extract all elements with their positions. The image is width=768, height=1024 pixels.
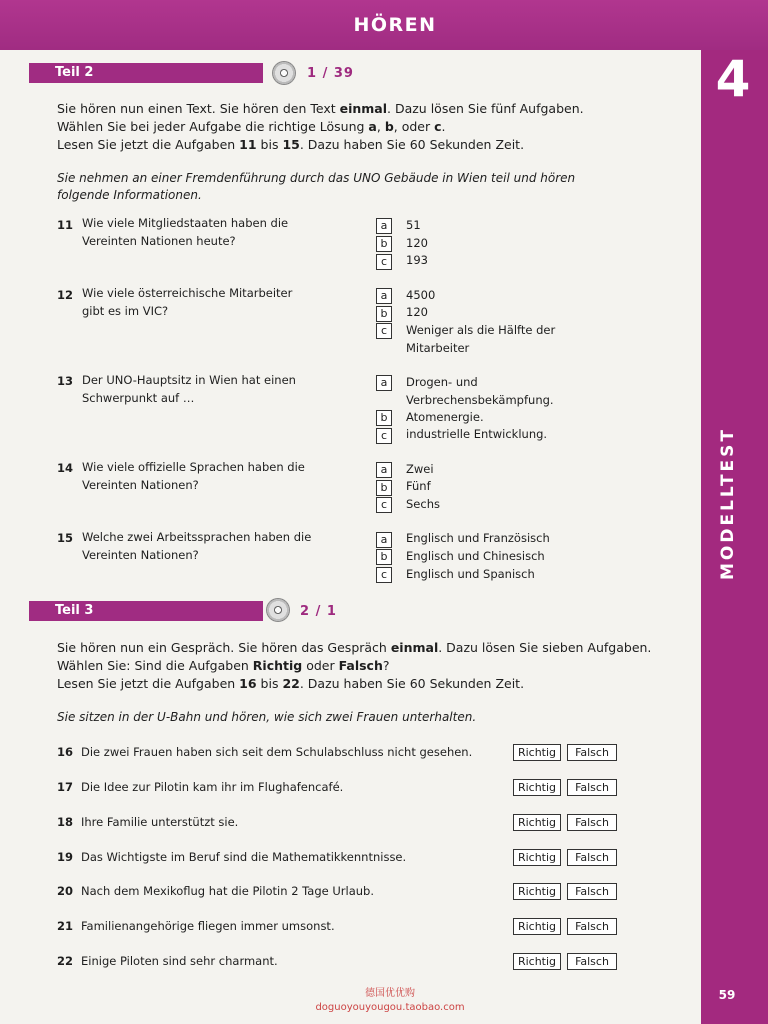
richtig-checkbox[interactable]: Richtig bbox=[513, 883, 561, 900]
teil3-instructions bbox=[57, 639, 657, 693]
option-text: Drogen- und Verbrechensbekämpfung. bbox=[406, 375, 554, 407]
falsch-checkbox[interactable]: Falsch bbox=[567, 744, 617, 761]
instruction-line: Sie hören nun einen Text. Sie hören den Text einmal. Dazu lösen Sie fünf Aufgaben. bbox=[57, 101, 584, 116]
question-text: Der UNO-Hauptsitz in Wien hat einen Schwerpunkt auf … bbox=[82, 373, 296, 405]
option-text: industrielle Entwicklung. bbox=[406, 427, 548, 441]
option-text: Englisch und Spanisch bbox=[406, 567, 535, 581]
sidebar-label: MODELLTEST bbox=[718, 427, 738, 580]
question-number: 13 bbox=[57, 374, 74, 388]
option-text: Zwei bbox=[406, 462, 434, 476]
footer-shop-url: doguoyouyougou.taobao.com bbox=[315, 1002, 465, 1013]
question-number: 14 bbox=[57, 461, 74, 475]
richtig-checkbox[interactable]: Richtig bbox=[513, 953, 561, 970]
option-text: 51 bbox=[406, 218, 421, 232]
statement-text: Ihre Familie unterstützt sie. bbox=[81, 815, 239, 829]
falsch-checkbox[interactable]: Falsch bbox=[567, 849, 617, 866]
question-text: Wie viele offizielle Sprachen haben die Vereinten Nationen? bbox=[82, 460, 305, 492]
question-text: Wie viele Mitgliedstaaten haben die Vereinten Nationen heute? bbox=[82, 216, 289, 248]
statement-number: 18 bbox=[57, 815, 74, 829]
option-text: Weniger als die Hälfte der Mitarbeiter bbox=[406, 323, 556, 355]
cd-icon bbox=[272, 61, 296, 85]
option-checkbox[interactable]: c bbox=[376, 497, 392, 513]
page-number: 59 bbox=[718, 988, 736, 1002]
richtig-checkbox[interactable]: Richtig bbox=[513, 849, 561, 866]
option-checkbox[interactable]: b bbox=[376, 236, 392, 252]
instruction-line: Lesen Sie jetzt die Aufgaben 16 bis 22. Dazu haben Sie 60 Sekunden Zeit. bbox=[57, 676, 525, 691]
option-checkbox[interactable]: a bbox=[376, 288, 392, 304]
richtig-checkbox[interactable]: Richtig bbox=[513, 918, 561, 935]
instruction-line: Lesen Sie jetzt die Aufgaben 11 bis 15. Dazu haben Sie 60 Sekunden Zeit. bbox=[57, 137, 525, 152]
option-text: Fünf bbox=[406, 479, 431, 493]
option-text: Atomenergie. bbox=[406, 410, 484, 424]
question-number: 15 bbox=[57, 531, 74, 545]
statement-number: 16 bbox=[57, 745, 74, 759]
option-text: 193 bbox=[406, 253, 428, 267]
statement-text: Einige Piloten sind sehr charmant. bbox=[81, 954, 278, 968]
statement-number: 20 bbox=[57, 884, 74, 898]
option-checkbox[interactable]: a bbox=[376, 462, 392, 478]
footer-shop-name: 德国优优购 bbox=[365, 988, 415, 999]
option-checkbox[interactable]: c bbox=[376, 323, 392, 339]
teil2-title: Teil 2 bbox=[55, 65, 94, 80]
option-text: 120 bbox=[406, 305, 428, 319]
option-checkbox[interactable]: a bbox=[376, 375, 392, 391]
teil3-context: Sie sitzen in der U-Bahn und hören, wie sich zwei Frauen unterhalten. bbox=[57, 710, 477, 724]
richtig-checkbox[interactable]: Richtig bbox=[513, 814, 561, 831]
teil2-track: 1 / 39 bbox=[307, 66, 354, 81]
page-title: HÖREN bbox=[353, 14, 437, 36]
option-checkbox[interactable]: b bbox=[376, 306, 392, 322]
statement-text: Familienangehörige fliegen immer umsonst. bbox=[81, 919, 335, 933]
statement-number: 21 bbox=[57, 919, 74, 933]
teil2-context: Sie nehmen an einer Fremdenführung durch das UNO Gebäude in Wien teil und hören folgende Informationen. bbox=[57, 171, 576, 202]
question-text: Wie viele österreichische Mitarbeiter gibt es im VIC? bbox=[82, 286, 293, 318]
statement-number: 17 bbox=[57, 780, 74, 794]
statement-text: Das Wichtigste im Beruf sind die Mathematikkenntnisse. bbox=[81, 850, 407, 864]
falsch-checkbox[interactable]: Falsch bbox=[567, 814, 617, 831]
option-checkbox[interactable]: a bbox=[376, 532, 392, 548]
statement-text: Die zwei Frauen haben sich seit dem Schulabschluss nicht gesehen. bbox=[81, 745, 473, 759]
instruction-line: Wählen Sie bei jeder Aufgabe die richtige Lösung a, b, oder c. bbox=[57, 119, 446, 134]
option-checkbox[interactable]: b bbox=[376, 410, 392, 426]
option-text: Englisch und Chinesisch bbox=[406, 549, 545, 563]
falsch-checkbox[interactable]: Falsch bbox=[567, 883, 617, 900]
instruction-line: Wählen Sie: Sind die Aufgaben Richtig oder Falsch? bbox=[57, 658, 390, 673]
teil3-track: 2 / 1 bbox=[300, 604, 337, 619]
statement-number: 22 bbox=[57, 954, 74, 968]
teil3-section-bar bbox=[29, 601, 263, 621]
falsch-checkbox[interactable]: Falsch bbox=[567, 918, 617, 935]
chapter-number: 4 bbox=[715, 50, 751, 108]
option-checkbox[interactable]: b bbox=[376, 480, 392, 496]
question-number: 11 bbox=[57, 218, 74, 232]
statement-text: Nach dem Mexikoflug hat die Pilotin 2 Tage Urlaub. bbox=[81, 884, 375, 898]
question-number: 12 bbox=[57, 288, 74, 302]
option-checkbox[interactable]: c bbox=[376, 254, 392, 270]
option-checkbox[interactable]: a bbox=[376, 218, 392, 234]
statement-number: 19 bbox=[57, 850, 74, 864]
teil2-section-bar bbox=[29, 63, 263, 83]
teil2-instructions bbox=[57, 100, 657, 154]
option-text: 120 bbox=[406, 236, 428, 250]
statement-text: Die Idee zur Pilotin kam ihr im Flughafencafé. bbox=[81, 780, 344, 794]
option-text: Englisch und Französisch bbox=[406, 531, 550, 545]
cd-icon bbox=[266, 598, 290, 622]
option-checkbox[interactable]: b bbox=[376, 549, 392, 565]
option-text: 4500 bbox=[406, 288, 436, 302]
richtig-checkbox[interactable]: Richtig bbox=[513, 779, 561, 796]
option-text: Sechs bbox=[406, 497, 440, 511]
richtig-checkbox[interactable]: Richtig bbox=[513, 744, 561, 761]
falsch-checkbox[interactable]: Falsch bbox=[567, 953, 617, 970]
option-checkbox[interactable]: c bbox=[376, 428, 392, 444]
falsch-checkbox[interactable]: Falsch bbox=[567, 779, 617, 796]
instruction-line: Sie hören nun ein Gespräch. Sie hören das Gespräch einmal. Dazu lösen Sie sieben Aufgaben. bbox=[57, 640, 652, 655]
teil3-title: Teil 3 bbox=[55, 603, 94, 618]
question-text: Welche zwei Arbeitssprachen haben die Vereinten Nationen? bbox=[82, 530, 312, 562]
option-checkbox[interactable]: c bbox=[376, 567, 392, 583]
